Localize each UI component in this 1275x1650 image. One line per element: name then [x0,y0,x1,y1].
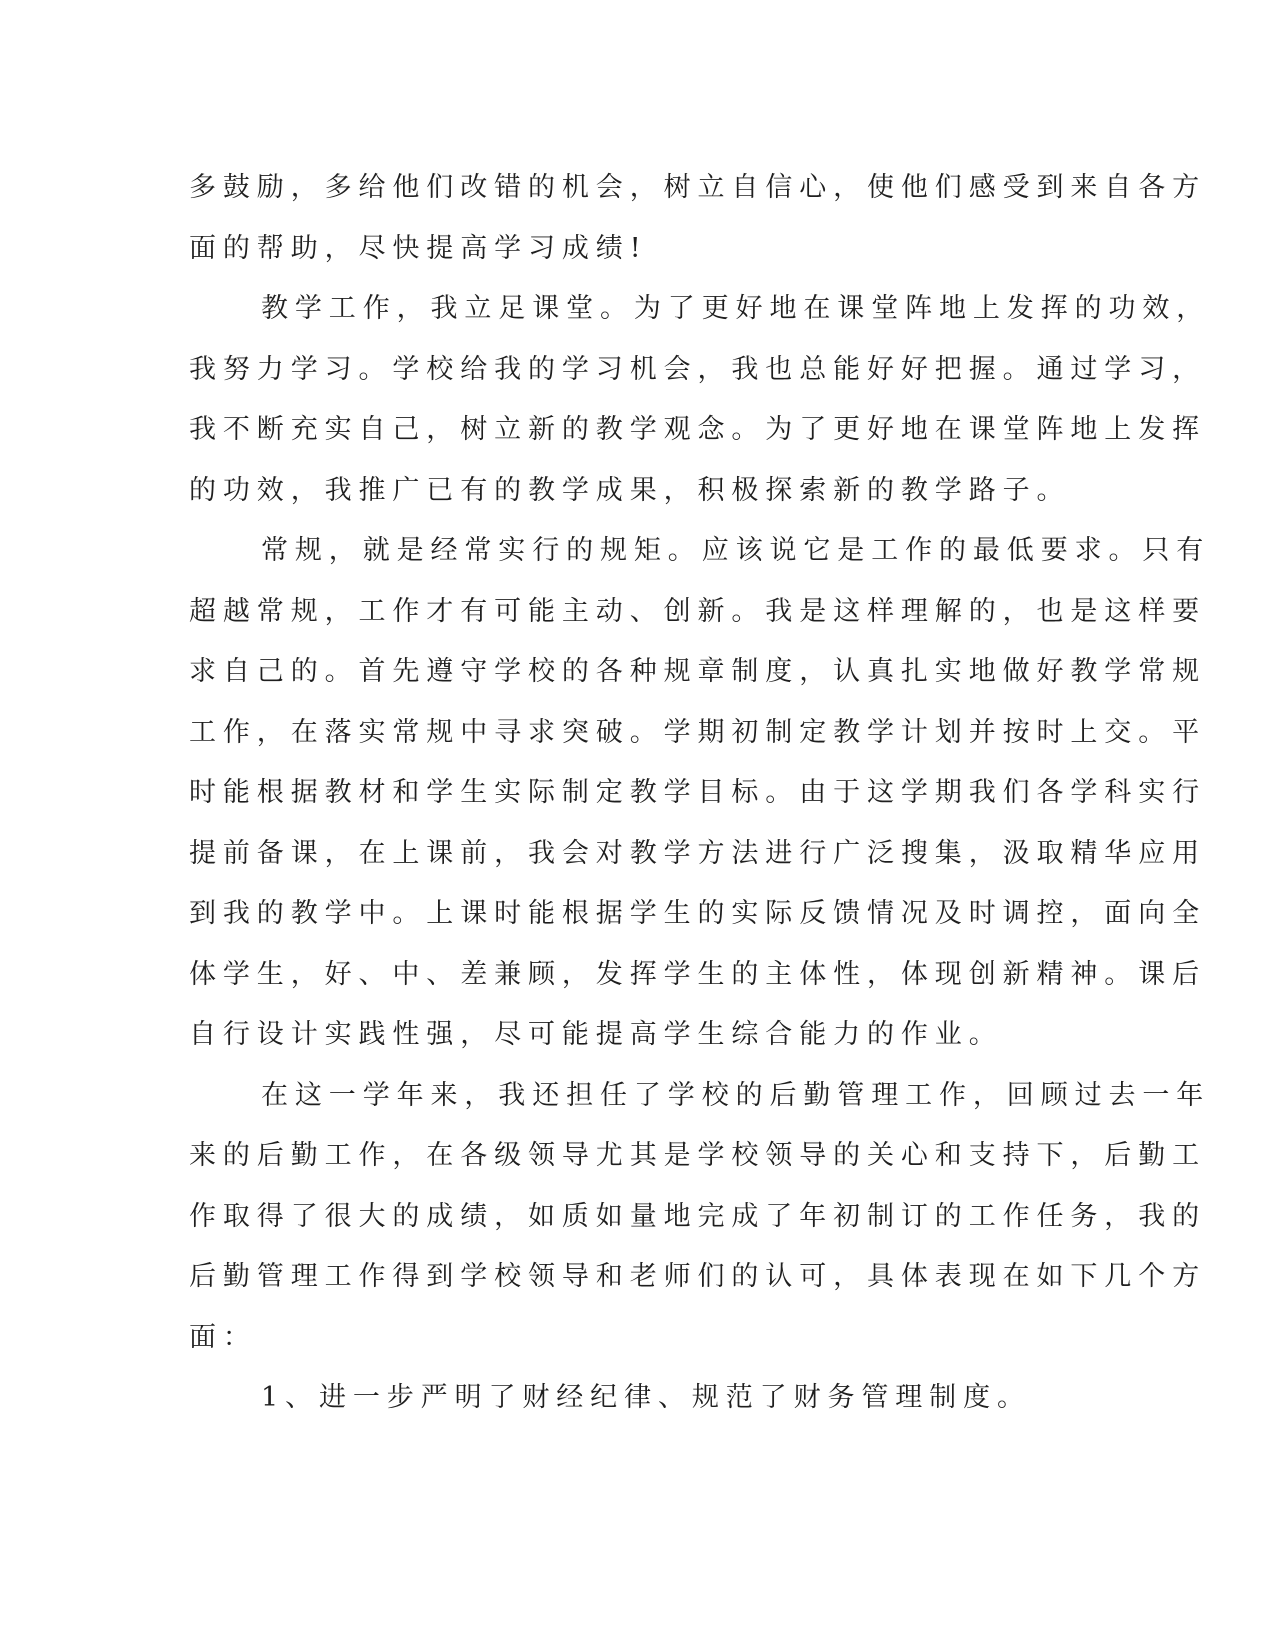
text-line: 我不断充实自己，树立新的教学观念。为了更好地在课堂阵地上发挥 [189,414,1206,445]
text-line: 到我的教学中。上课时能根据学生的实际反馈情况及时调控，面向全 [189,898,1206,929]
text-line: 提前备课，在上课前，我会对教学方法进行广泛搜集，汲取精华应用 [189,837,1206,869]
paragraph-first-line: 在这一学年来，我还担任了学校的后勤管理工作，回顾过去一年 [261,1079,1211,1111]
text-line: 面的帮助，尽快提高学习成绩! [189,232,648,264]
text-line: 时能根据教材和学生实际制定教学目标。由于这学期我们各学科实行 [189,777,1206,808]
list-item: 1、进一步严明了财经纪律、规范了财务管理制度。 [261,1382,1031,1413]
paragraph-first-line: 常规，就是经常实行的规矩。应该说它是工作的最低要求。只有 [261,535,1211,566]
text-line: 工作，在落实常规中寻求突破。学期初制定教学计划并按时上交。平 [189,716,1206,748]
text-line: 我努力学习。学校给我的学习机会，我也总能好好把握。通过学习， [189,353,1206,385]
document-body [189,158,1211,1429]
text-line: 作取得了很大的成绩，如质如量地完成了年初制订的工作任务，我的 [189,1200,1206,1232]
text-line: 求自己的。首先遵守学校的各种规章制度，认真扎实地做好教学常规 [189,656,1206,687]
text-line: 来的后勤工作，在各级领导尤其是学校领导的关心和支持下，后勤工 [189,1140,1206,1171]
text-line: 多鼓励，多给他们改错的机会，树立自信心，使他们感受到来自各方 [189,172,1206,203]
text-line: 后勤管理工作得到学校领导和老师们的认可，具体表现在如下几个方 [189,1261,1206,1292]
text-line: 的功效，我推广已有的教学成果，积极探索新的教学路子。 [189,474,1071,506]
paragraph-first-line: 教学工作，我立足课堂。为了更好地在课堂阵地上发挥的功效， [261,293,1211,324]
text-line: 体学生，好、中、差兼顾，发挥学生的主体性，体现创新精神。课后 [189,958,1206,990]
text-line: 面： [189,1321,257,1353]
text-line: 超越常规，工作才有可能主动、创新。我是这样理解的，也是这样要 [189,595,1206,627]
text-line: 自行设计实践性强，尽可能提高学生综合能力的作业。 [189,1019,1003,1050]
